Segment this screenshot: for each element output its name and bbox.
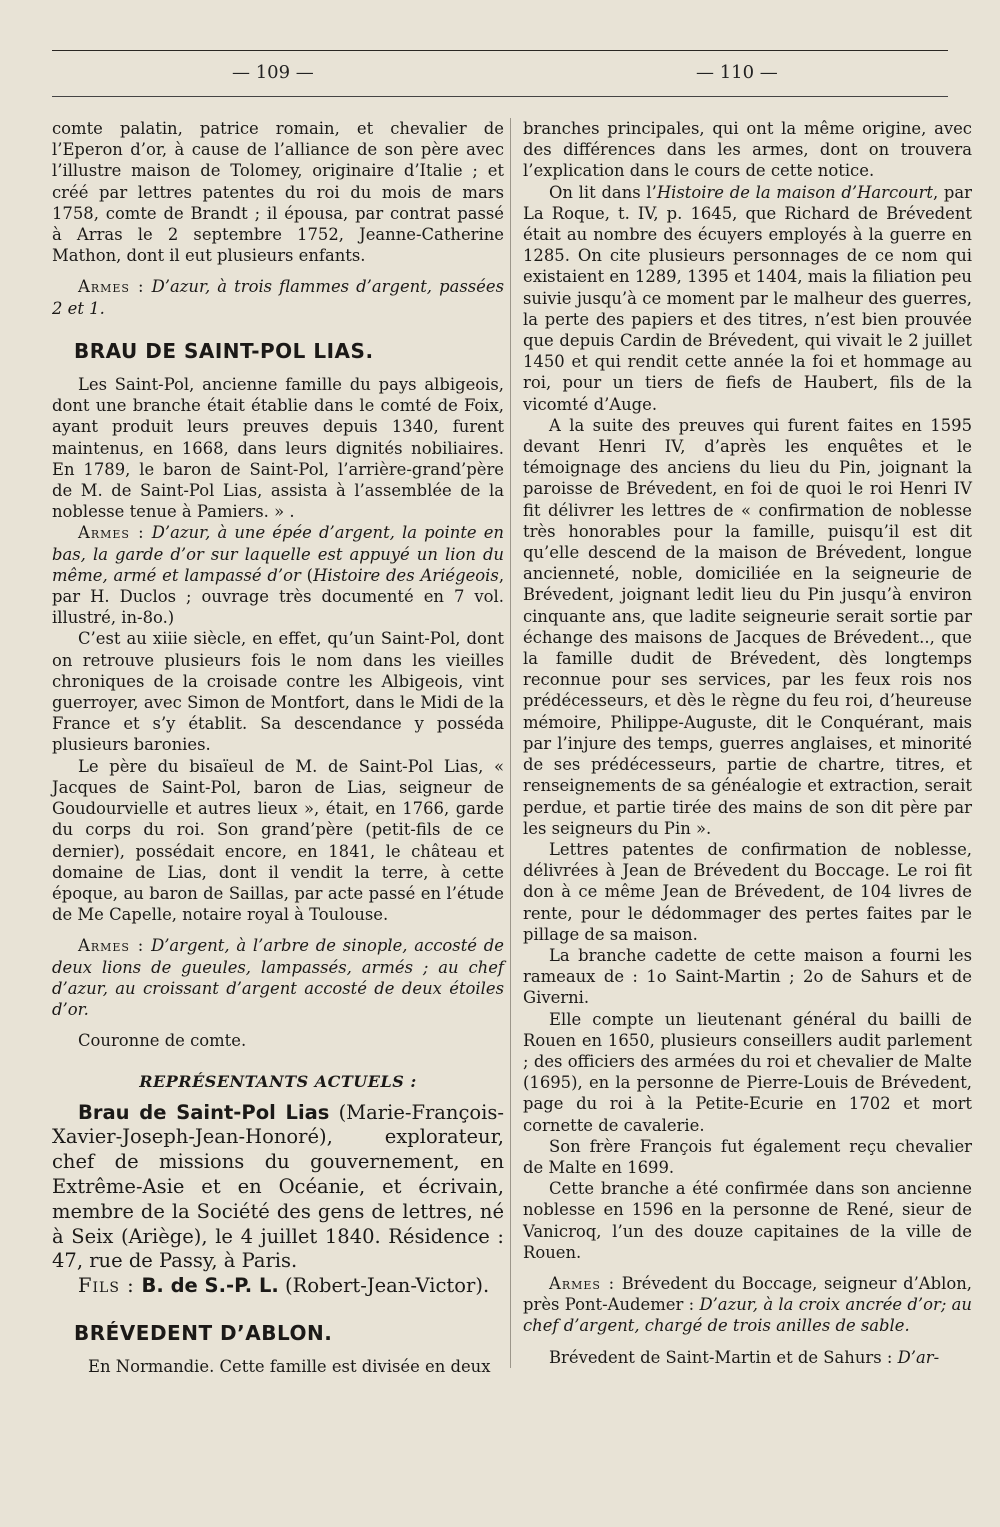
- paragraph-brevedent-1: En Normandie. Cette famille est divisée en deux: [88, 1357, 491, 1377]
- armes-label: Armes :: [78, 523, 145, 543]
- paragraph-r2-after: , par La Roque, t. IV, p. 1645, que Richard de Brévedent était au nombre des écuyers employés à la guerre en 1285. On cite plusieurs personnages de ce nom qui existaient en 1289, 1395 et 1404, mais la filiation peu suivie jusqu’à ce moment par le malheur des guerres, la perte des papiers et des titres, n’est bien prouvée que depuis Cardin de Brévedent, qui vivait le 2 juillet 1450 et qui rendit cette année la foi et hommage au roi, pour un tiers de fiefs de Haubert, fils de la vicomté d’Auge.: [523, 182, 972, 414]
- armes-label: Armes :: [78, 936, 145, 956]
- header-rule: [52, 96, 948, 97]
- armes-label: Armes :: [78, 277, 145, 297]
- paragraph-r2: [523, 182, 972, 415]
- representant-entry: [52, 1101, 504, 1275]
- paragraph-brau-3: Le père du bisaïeul de M. de Saint-Pol Lias, « Jacques de Saint-Pol, baron de Lias, seigneur de Goudourvielle et autres lieux », était, en 1766, garde du corps du roi. Son grand’père (petit-fils de ce dernier), possédait encore, en 1841, le château et domaine de Lias, dont il vendit la terre, à cette époque, au baron de Saillas, par acte passé en l’étude de Me Capelle, notaire royal à Toulouse.: [52, 756, 504, 925]
- paragraph-brau-1: Les Saint-Pol, ancienne famille du pays albigeois, dont une branche était établie dans le comté de Foix, ayant produit leurs preuves depuis 1340, furent maintenus, en 1668, dans leurs dignités nobiliaires. En 1789, le baron de Saint-Pol, l’arrière-grand’père de M. de Saint-Pol Lias, assista à l’assemblée de la noblesse tenue à Pamiers. » .: [52, 375, 504, 522]
- representant-name: Brau de Saint-Pol Lias: [78, 1100, 330, 1124]
- fils-entry: [52, 1274, 504, 1299]
- armes-source-open: (: [300, 565, 314, 585]
- armes-source-title: Histoire des Ariégeois: [313, 565, 499, 585]
- fils-name: B. de S.-P. L.: [134, 1274, 279, 1298]
- armes-text: D’argent, à l’arbre de sinople, accosté de deux lions de gueules, lampassés, armés ; au chef d’azur, au croissant d’argent accosté de deux étoiles d’or.: [52, 936, 504, 1019]
- paragraph-r2-before: On lit dans l’: [549, 182, 657, 202]
- armes-tolomey: [52, 276, 504, 318]
- armes-text: D’azur, à trois flammes d’argent, passées 2 et 1.: [52, 277, 504, 318]
- fils-label: Fils :: [78, 1274, 135, 1298]
- representant-text: (Marie-François-Xavier-Joseph-Jean-Honoré), explorateur, chef de missions du gouvernement, en Extrême-Asie et en Océanie, et écrivain, membre de la Société des gens de lettres, né à Seix (Ariège), le 4 juillet 1840. Résidence : 47, rue de Passy, à Paris.: [52, 1100, 504, 1273]
- armes-brevedent: [523, 1273, 972, 1337]
- paragraph-intro: comte palatin, patrice romain, et chevalier de l’Eperon d’or, à cause de l’alliance de son père avec l’illustre maison de Tolomey, originaire d’Italie ; et créé par lettres patentes du roi du mois de mars 1758, comte de Brandt ; il épousa, par contrat passé à Arras le 2 septembre 1752, Jeanne-Catherine Mathon, dont il eut plusieurs enfants.: [52, 119, 504, 266]
- armes-text: D’azur, à la croix ancrée d’or; au chef d’argent, chargé de trois anilles de sable.: [523, 1295, 972, 1336]
- paragraph-r9-italic: D’ar-: [897, 1347, 940, 1367]
- paragraph-r7: Son frère François fut également reçu chevalier de Malte en 1699.: [523, 1136, 972, 1177]
- armes-lias: [52, 935, 504, 1020]
- heading-brevedent: BRÉVEDENT D’ABLON.: [74, 1320, 333, 1345]
- heading-brau: BRAU DE SAINT-POL LIAS.: [74, 338, 374, 363]
- armes-text: D’azur, à une épée d’argent, la pointe en bas, la garde d’or sur laquelle est appuyé un lion du même, armé et lampassé d’or: [52, 523, 504, 585]
- paragraph-r3: A la suite des preuves qui furent faites en 1595 devant Henri IV, d’après les enquêtes et le témoignage des anciens du lieu du Pin, joignant la paroisse de Brévedent, en foi de quoi le roi Henri IV fit délivrer les lettres de « confirmation de noblesse très honorables pour la famille, puisqu’il est dit qu’elle descend de la maison de Brévedent, longue ancienneté, noble, domiciliée en la seigneurie de Brévedent, joignant ledit lieu du Pin jusqu’à environ cinquante ans, que ladite seigneurie serait sortie par échange des maisons de Jacques de Brévedent.., que la famille dudit de Brévedent, dès longtemps reconnue pour ses services, par les feux rois nos prédécesseurs, et dès le règne du feu roi, d’heureuse mémoire, Philippe-Auguste, dit le Conquérant, mais par l’injure des temps, guerres anglaises, et minorité de ses prédécesseurs, partie de chartre, titres, et renseignements de sa généalogie et extraction, serait perdue, et partie tirée des mains de son dit père par les seigneurs du Pin ».: [523, 415, 972, 838]
- paragraph-r9-plain: Brévedent de Saint-Martin et de Sahurs :: [549, 1347, 898, 1367]
- paragraph-r4: Lettres patentes de confirmation de noblesse, délivrées à Jean de Brévedent du Boccage. Le roi fit don à ce même Jean de Brévedent, de 104 livres de rente, pour le dédommager des pertes faites par le pillage de sa maison.: [523, 839, 972, 944]
- left-column: [52, 118, 504, 1377]
- left-page-number: — 109 —: [232, 62, 314, 83]
- right-page-number: — 110 —: [696, 62, 778, 83]
- armes-label: Armes :: [549, 1273, 616, 1293]
- paragraph-r8: Cette branche a été confirmée dans son ancienne noblesse en 1596 en la personne de René, sieur de Vanicroq, l’un des douze capitaines de la ville de Rouen.: [523, 1179, 972, 1262]
- paragraph-r9: [523, 1347, 972, 1368]
- armes-brau: [52, 522, 504, 628]
- right-column: [510, 118, 972, 1368]
- paragraph-r1: branches principales, qui ont la même origine, avec des différences dans les armes, dont on trouvera l’explication dans le cours de cette notice.: [523, 119, 972, 181]
- fils-text: (Robert-Jean-Victor).: [278, 1274, 490, 1298]
- top-rule: [52, 50, 948, 51]
- representants-heading: REPRÉSENTANTS ACTUELS :: [139, 1072, 417, 1092]
- couronne-line: Couronne de comte.: [78, 1031, 247, 1051]
- paragraph-brau-2: C’est au xiiie siècle, en effet, qu’un Saint-Pol, dont on retrouve plusieurs fois le nom dans les vieilles chroniques de la croisade contre les Albigeois, vint guerroyer, avec Simon de Montfort, dans le Midi de la France et s’y établit. Sa descendance y posséda plusieurs baronies.: [52, 629, 504, 755]
- armes-source-rest: , par H. Duclos ; ouvrage très documenté en 7 vol. illustré, in-8o.): [52, 565, 505, 628]
- paragraph-r2-title: Histoire de la maison d’Harcourt: [656, 182, 933, 202]
- armes-plain: Brévedent du Boccage, seigneur d’Ablon, près Pont-Audemer :: [523, 1273, 973, 1315]
- paragraph-r6: Elle compte un lieutenant général du bailli de Rouen en 1650, plusieurs conseillers audit parlement ; des officiers des armées du roi et chevalier de Malte (1695), en la personne de Pierre-Louis de Brévedent, page du roi à la Petite-Ecurie en 1702 et mort cornette de cavalerie.: [523, 1009, 972, 1135]
- paragraph-r5: La branche cadette de cette maison a fourni les rameaux de : 1o Saint-Martin ; 2o de Sahurs et de Giverni.: [523, 945, 972, 1008]
